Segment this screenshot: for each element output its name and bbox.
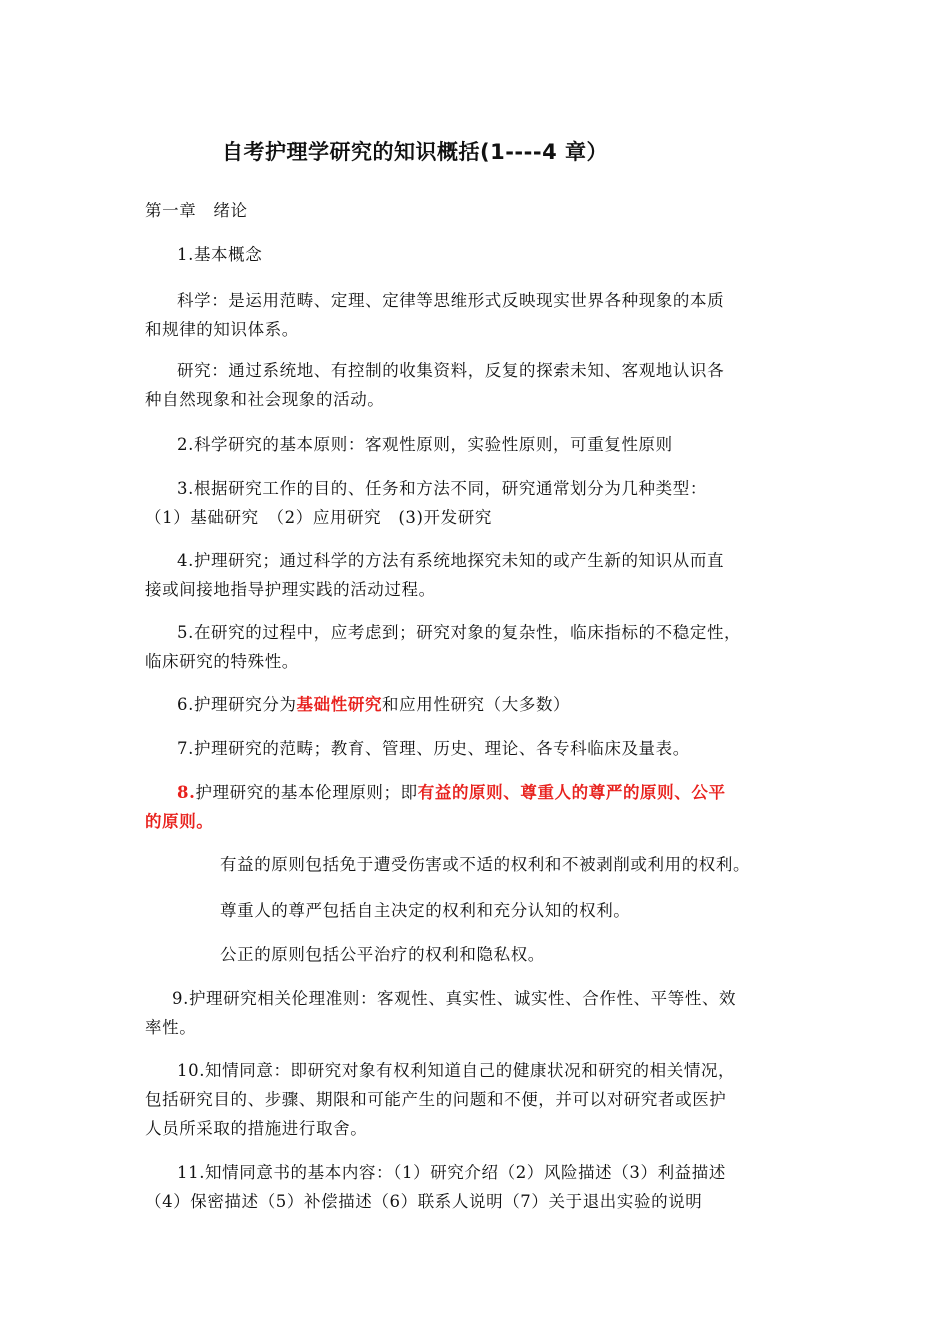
section-9-line-2: 率性。 — [145, 1018, 197, 1037]
section-10-line-2: 包括研究目的、步骤、期限和可能产生的问题和不便，并可以对研究者或医护 — [145, 1090, 727, 1109]
chapter-heading: 第一章 绪论 — [145, 201, 248, 220]
section-8-sub-1: 有益的原则包括免于遭受伤害或不适的权利和不被剥削或利用的权利。 — [220, 855, 751, 874]
section-3-line-1: 3.根据研究工作的目的、任务和方法不同，研究通常划分为几种类型： — [177, 479, 707, 498]
section-6 — [145, 690, 815, 719]
section-9 — [145, 984, 815, 1042]
section-6-highlight: 基础性研究 — [296, 695, 383, 714]
section-11-line-2: （4）保密描述（5）补偿描述（6）联系人说明（7）关于退出实验的说明 — [145, 1192, 703, 1211]
section-7: 7.护理研究的范畴；教育、管理、历史、理论、各专科临床及量表。 — [177, 739, 690, 758]
definition-research — [145, 356, 815, 414]
section-8-sub-2: 尊重人的尊严包括自主决定的权利和充分认知的权利。 — [220, 901, 631, 920]
section-10 — [145, 1056, 815, 1143]
section-2: 2.科学研究的基本原则：客观性原则，实验性原则，可重复性原则 — [177, 435, 673, 454]
document-title: 自考护理学研究的知识概括(1----4 章） — [222, 140, 608, 164]
section-8-line-1 — [145, 778, 815, 807]
section-8-sub-3: 公正的原则包括公平治疗的权利和隐私权。 — [220, 945, 545, 964]
section-6-text-a: 6.护理研究分为 — [177, 695, 297, 714]
section-11-line-1: 11.知情同意书的基本内容：（1）研究介绍（2）风险描述（3）利益描述 — [177, 1163, 726, 1182]
section-4 — [145, 546, 815, 604]
science-line-2: 和规律的知识体系。 — [145, 320, 299, 339]
section-6-text-b: 和应用性研究（大多数） — [382, 695, 571, 714]
section-10-line-3: 人员所采取的措施进行取舍。 — [145, 1119, 368, 1138]
section-11 — [145, 1158, 815, 1216]
section-3-line-2: （1）基础研究 （2）应用研究 (3)开发研究 — [145, 508, 492, 527]
section-5-line-1: 5.在研究的过程中，应考虑到；研究对象的复杂性，临床指标的不稳定性， — [177, 623, 742, 642]
research-line-1: 研究：通过系统地、有控制的收集资料，反复的探索未知、客观地认识各 — [177, 361, 725, 380]
section-9-line-1: 9.护理研究相关伦理准则：客观性、真实性、诚实性、合作性、平等性、效 — [172, 989, 737, 1008]
section-8-text: 护理研究的基本伦理原则；即 — [195, 783, 418, 802]
section-3 — [145, 474, 815, 532]
research-line-2: 种自然现象和社会现象的活动。 — [145, 390, 385, 409]
section-1-heading: 1.基本概念 — [177, 245, 263, 264]
definition-science — [145, 286, 815, 344]
section-5-line-2: 临床研究的特殊性。 — [145, 652, 299, 671]
section-8 — [145, 778, 815, 836]
section-8-number: 8. — [177, 783, 196, 802]
section-10-line-1: 10.知情同意：即研究对象有权利知道自己的健康状况和研究的相关情况， — [177, 1061, 736, 1080]
section-4-line-1: 4.护理研究；通过科学的方法有系统地探究未知的或产生新的知识从而直 — [177, 551, 725, 570]
section-4-line-2: 接或间接地指导护理实践的活动过程。 — [145, 580, 436, 599]
section-8-highlight-2: 的原则。 — [145, 812, 214, 831]
science-line-1: 科学：是运用范畴、定理、定律等思维形式反映现实世界各种现象的本质 — [177, 291, 725, 310]
section-8-highlight-1: 有益的原则、尊重人的尊严的原则、公平 — [417, 783, 726, 802]
section-5 — [145, 618, 815, 676]
